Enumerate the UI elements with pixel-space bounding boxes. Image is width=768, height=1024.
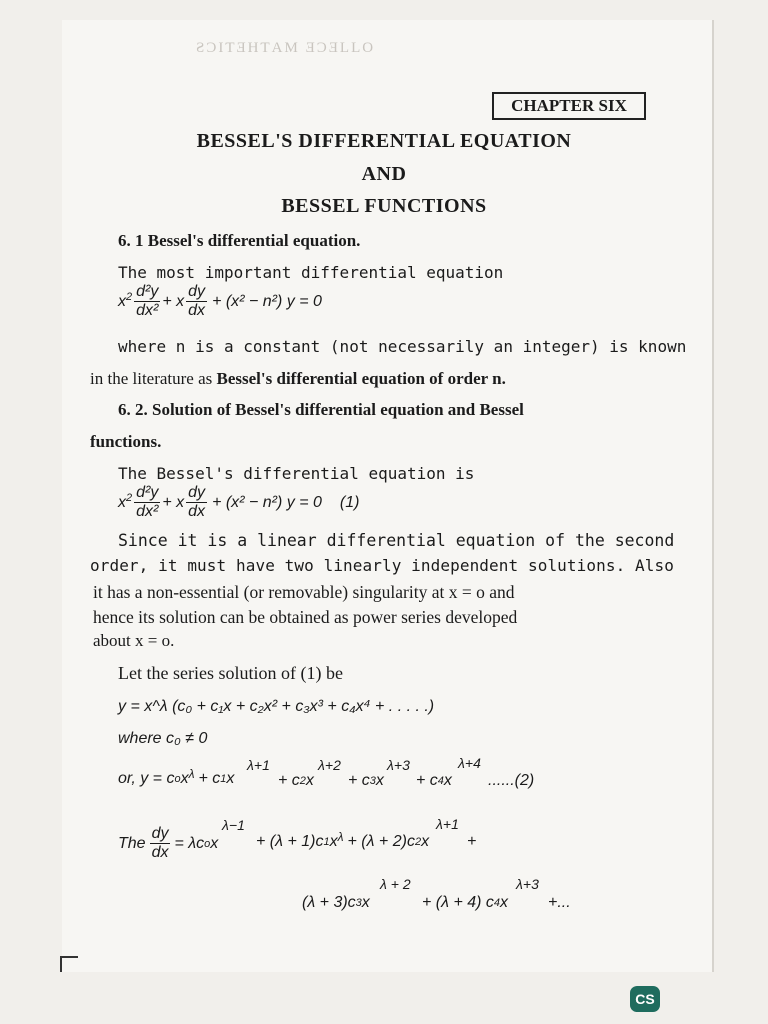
section-heading-6-2: 6. 2. Solution of Bessel's differential equation and Bessel: [118, 400, 524, 419]
bessel-order-n: Bessel's differential equation of order n.: [216, 369, 506, 388]
section2-para-line4: hence its solution can be obtained as power series developed: [93, 607, 518, 627]
section2-para-line5: about x = o.: [93, 631, 175, 650]
section-heading-6-1: 6. 1 Bessel's differential equation.: [118, 231, 361, 250]
camscanner-badge: CS: [630, 986, 660, 1012]
first-derivative-fraction: $\frac{dy}{dx}$: [188, 283, 206, 319]
chapter-title-line3: BESSEL FUNCTIONS: [281, 195, 487, 217]
series-solution: y = x^λ (c₀ + c₁x + c₂x² + c₃x³ + c₄x⁴ + . . . . .): [118, 698, 435, 715]
section2-para-line3: it has a non-essential (or removable) singularity at x = o and: [93, 582, 515, 602]
equation-tag-2: ......(2): [488, 772, 535, 789]
eq-x: x: [118, 292, 126, 310]
page-corner-mark: [60, 956, 78, 972]
eq-x-exp: 2: [126, 290, 133, 303]
bleed-through-text: ƧƆIƬƎHƬAM ƎƆƎLLO: [196, 40, 376, 56]
bessel-equation-1: x $^2$ $\frac{\text{d²y}}{\text{dx²}}$ + x $\frac{dy}{dx}$ + (x² − n²) y = 0 (1): [118, 484, 360, 520]
section1-para-line2: in the literature as Bessel's differential equation of order n.: [90, 369, 506, 388]
second-derivative-fraction: $\frac{\text{d²y}}{\text{dx²}}$: [136, 283, 159, 319]
section2-para-line1: Since it is a linear differential equation of the second: [118, 531, 675, 550]
dy-dx-fraction: $\frac{dy}{dx}$: [151, 825, 169, 861]
section2-para-line2: order, it must have two linearly independent solutions. Also: [90, 556, 674, 575]
chapter-title-line1: BESSEL'S DIFFERENTIAL EQUATION: [196, 130, 572, 152]
bessel-equation: x $^2$ $\frac{\text{d²y}}{\text{dx²}}$ + x $\frac{dy}{dx}$ + (x² − n²) y = 0: [118, 283, 322, 319]
equation-tag-1: (1): [339, 493, 360, 511]
c0-condition: where c₀ ≠ 0: [118, 730, 208, 747]
section-heading-6-2-cont: functions.: [90, 432, 162, 451]
section1-para-line1: where n is a constant (not necessarily an integer) is known: [118, 337, 687, 356]
section1-intro: The most important differential equation: [118, 263, 504, 282]
chapter-title-line2: AND: [361, 163, 407, 185]
chapter-label: CHAPTER SIX: [492, 92, 646, 120]
series-intro: Let the series solution of (1) be: [118, 663, 343, 683]
section2-intro: The Bessel's differential equation is: [118, 464, 475, 483]
